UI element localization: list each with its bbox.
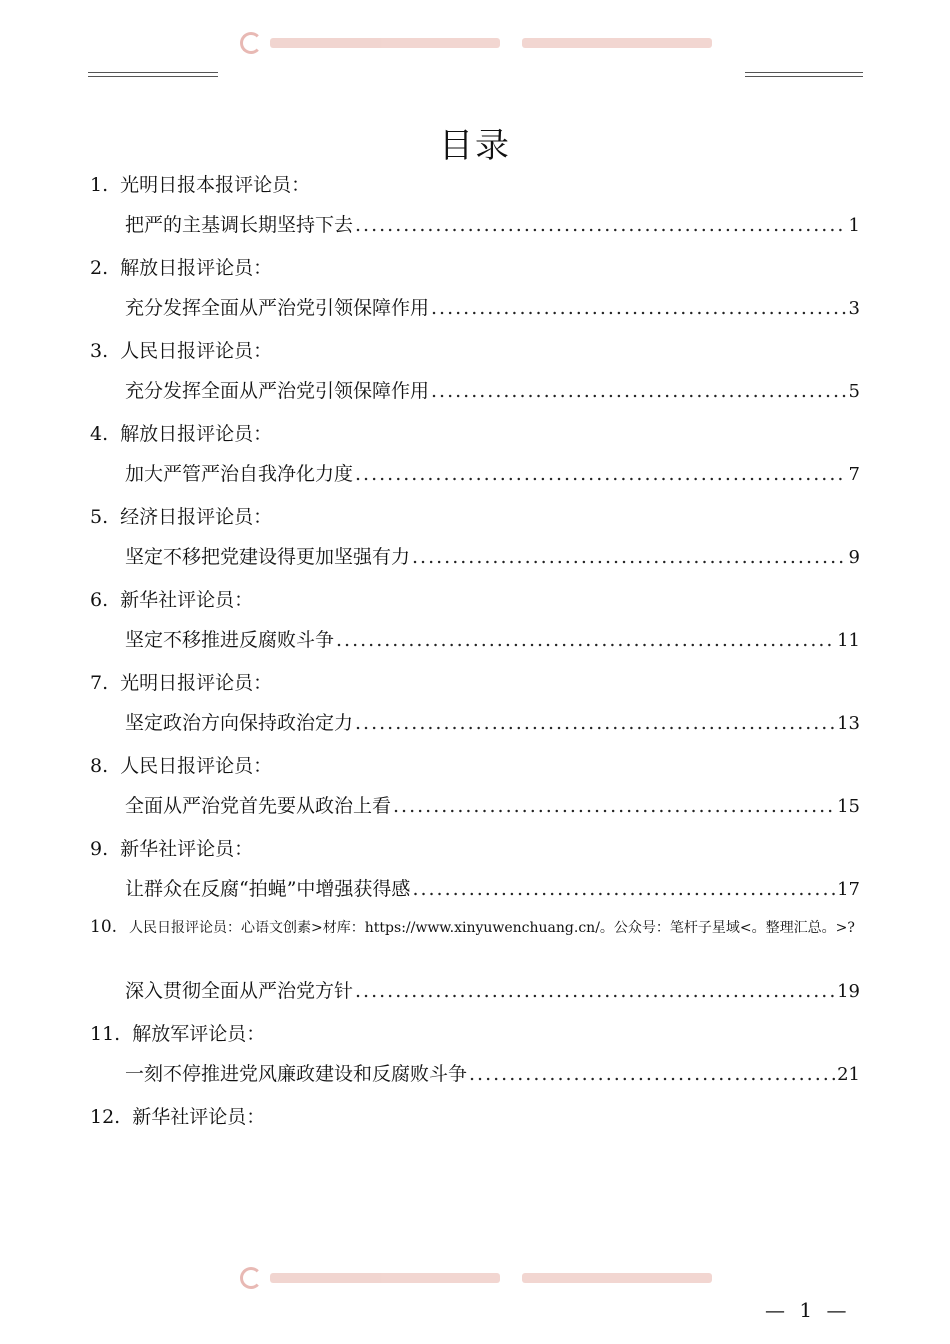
toc-entry-number: 3. [90,340,109,362]
toc-entry-headline: 加大严管严治自我净化力度 [125,463,354,485]
toc-entry-headline: 让群众在反腐“拍蝇”中增强获得感 [125,878,411,900]
toc-entry-source [90,668,272,695]
toc-entry-source-text: 人民日报评论员： [120,755,273,777]
toc-entry-link[interactable] [125,210,860,237]
toc-entry-page: 1 [848,215,860,236]
toc-entry-page: 17 [837,879,860,900]
watermark-logo-icon [240,1267,262,1289]
toc-entry-number: 9. [90,838,109,860]
toc-entry-headline: 深入贯彻全面从严治党方针 [125,980,354,1002]
toc-dot-leader [412,546,847,568]
toc-entry-number: 7. [90,672,109,694]
toc-entry-link[interactable] [125,791,860,818]
toc-dot-leader [355,214,847,236]
toc-dot-leader [355,712,835,734]
toc-dot-leader [431,380,847,402]
toc-entry-source [90,1102,265,1129]
toc-entry-page: 15 [837,796,860,817]
toc-entry-source-text: 人民日报评论员： [120,340,273,362]
toc-entry-source-text: 光明日报本报评论员： [120,174,311,196]
toc-entry-link[interactable] [125,376,860,403]
toc-entry-source [90,751,272,778]
toc-entry-headline: 坚定不移推进反腐败斗争 [125,629,335,651]
toc-entry-link[interactable] [125,459,860,486]
toc-entry-source-text: 经济日报评论员： [120,506,273,528]
toc-title: 目录 [439,126,511,166]
toc-dot-leader [469,1063,835,1085]
toc-entry-link[interactable] [125,708,860,735]
toc-dot-leader [355,980,835,1002]
toc-dot-leader [412,878,835,900]
toc-entry-source [90,502,272,529]
toc-entry-source-text: 新华社评论员： [120,838,254,860]
toc-entry-headline: 充分发挥全面从严治党引领保障作用 [125,297,430,319]
toc-entry-number: 4. [90,423,109,445]
toc-entry-headline: 把严的主基调长期坚持下去 [125,214,354,236]
header-rule-right [745,72,863,77]
watermark-logo-icon [240,32,262,54]
toc-entry-source [90,585,253,612]
toc-entry-source [90,253,272,280]
toc-entry-source-text: 新华社评论员： [120,589,254,611]
toc-entry-link[interactable] [125,293,860,320]
toc-entry-source [90,170,310,197]
toc-entry-number: 2. [90,257,109,279]
toc-entry-link[interactable] [125,874,860,901]
toc-dot-leader [355,463,847,485]
toc-entry-source [90,1019,265,1046]
toc-entry-headline: 坚定政治方向保持政治定力 [125,712,354,734]
toc-entry-headline: 一刻不停推进党风廉政建设和反腐败斗争 [125,1063,468,1085]
toc-entry-source [90,419,272,446]
toc-entry-page: 3 [848,298,860,319]
toc-entry-page: 7 [848,464,860,485]
toc-entry-page: 21 [837,1064,860,1085]
header-rule-left [88,72,218,77]
toc-entry-link[interactable] [125,625,860,652]
toc-entry-source-text: 光明日报评论员： [120,672,273,694]
toc-entry-link[interactable] [125,542,860,569]
toc-entry-number: 5. [90,506,109,528]
toc-entry-number: 6. [90,589,109,611]
toc-entry-source-text: 解放军评论员： [132,1023,266,1045]
toc-entry-source-text: 解放日报评论员： [120,257,273,279]
toc-entry-link[interactable] [125,976,860,1003]
toc-entry-number: 8. [90,755,109,777]
toc-dot-leader [393,795,835,817]
toc-entry-source [90,336,272,363]
toc-entry-number: 12. [90,1106,121,1128]
toc-dot-leader [431,297,847,319]
toc-entry-page: 5 [848,381,860,402]
toc-dot-leader [336,629,835,651]
toc-entry-source-text: 解放日报评论员： [120,423,273,445]
toc-entry-headline: 坚定不移把党建设得更加坚强有力 [125,546,411,568]
toc-entry-page: 11 [837,630,860,651]
toc-entry-link[interactable] [125,1059,860,1086]
toc-entry-headline: 充分发挥全面从严治党引领保障作用 [125,380,430,402]
toc-entry-page: 9 [848,547,860,568]
watermark-top [240,28,720,58]
toc-entry-source [90,834,253,861]
watermark-bottom [240,1263,720,1293]
toc-entry-source [90,918,890,938]
toc-entry-number: 11. [90,1023,121,1045]
footer-page-number: — 1 — [765,1298,851,1322]
toc-entry-number: 1. [90,174,109,196]
toc-entry-page: 19 [837,981,860,1002]
toc-entry-page: 13 [837,713,860,734]
toc-entry-headline: 全面从严治党首先要从政治上看 [125,795,392,817]
toc-entry-number: 10. [90,917,118,937]
toc-entry-source-text: 人民日报评论员：心语文创素>材库：https://www.xinyuwenchuang.cn/。公众号：笔杆子星域<。整理汇总。>? [129,920,855,936]
toc-entry-source-text: 新华社评论员： [132,1106,266,1128]
